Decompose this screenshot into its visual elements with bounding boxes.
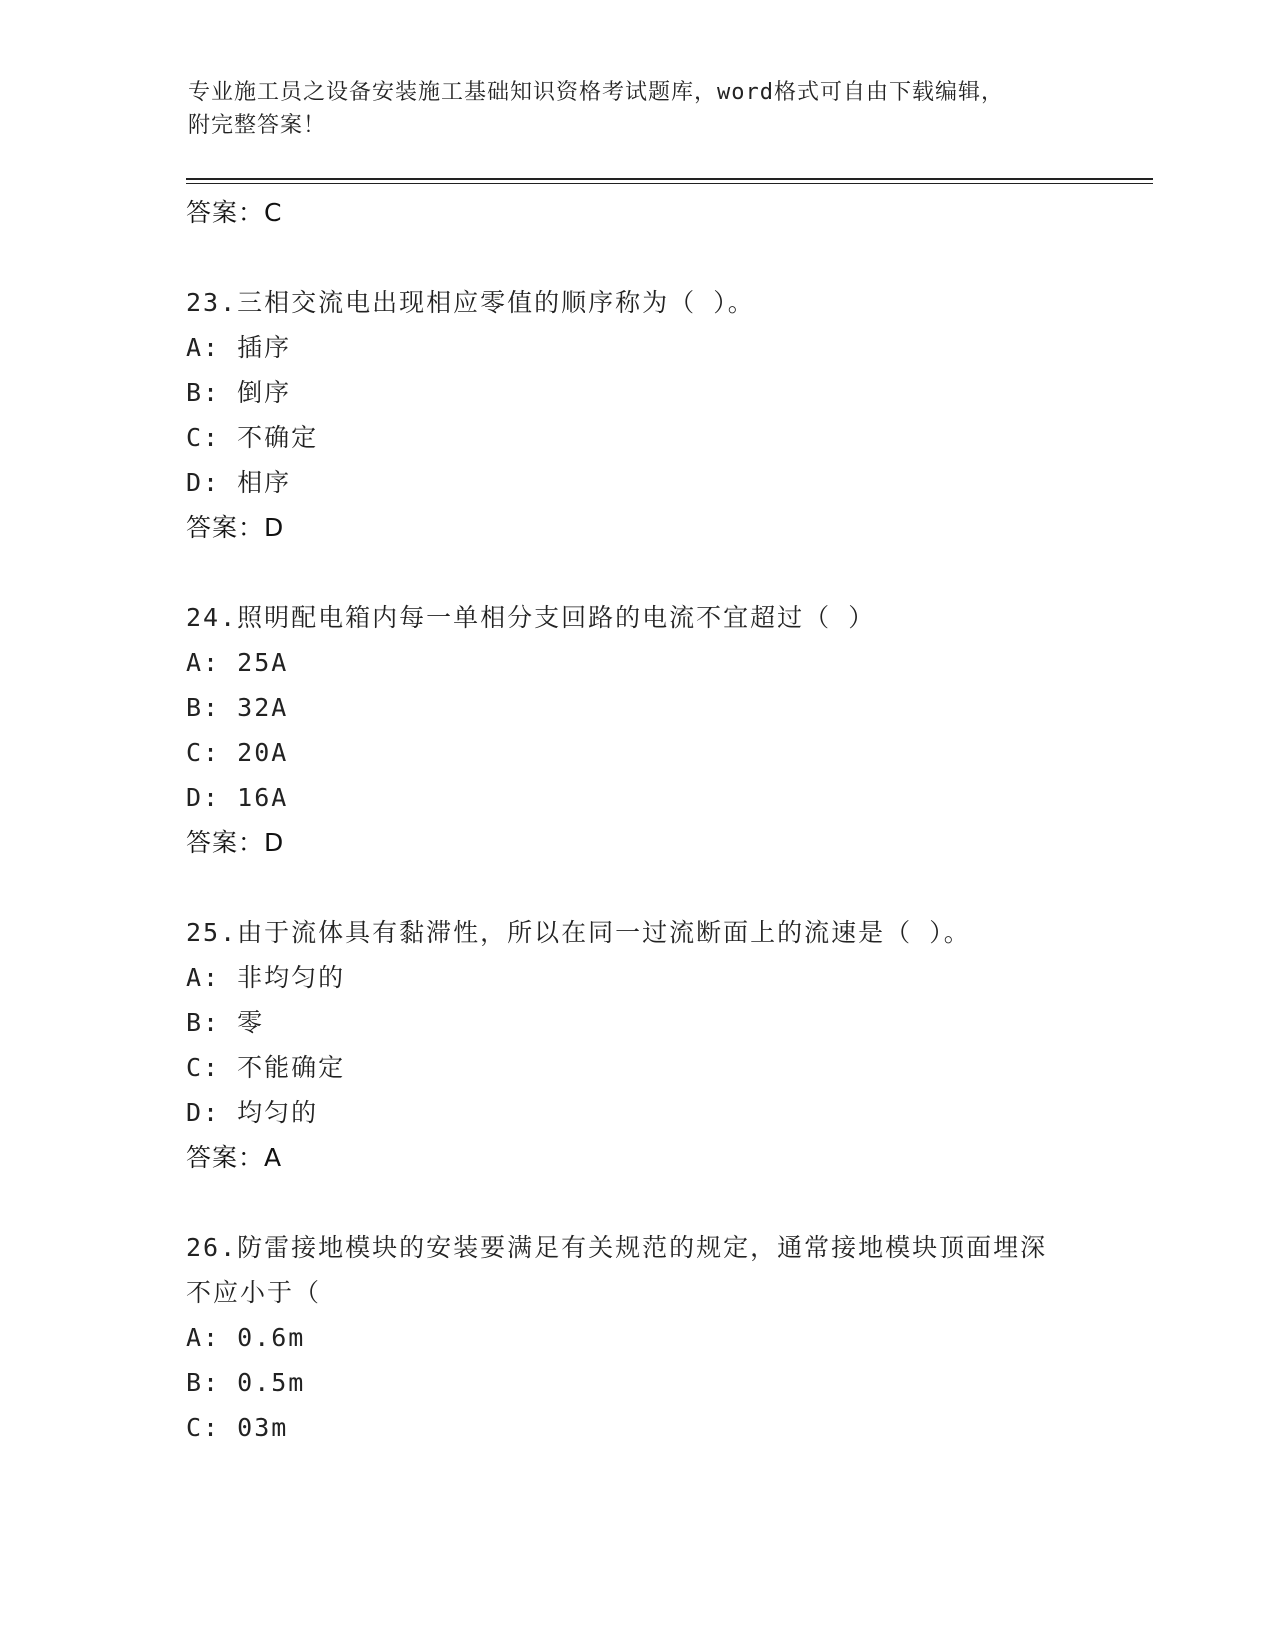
- option-a: A: 非均匀的: [186, 963, 346, 992]
- answer-label: 答案：D: [186, 513, 285, 542]
- question-block: [186, 280, 1146, 551]
- option-a: A: 插序: [186, 333, 292, 362]
- question-text: 25.由于流体具有黏滞性，所以在同一过流断面上的流速是（ ）。: [186, 918, 971, 947]
- answer-label: 答案：D: [186, 828, 285, 857]
- question-block: [186, 910, 1146, 1181]
- question-text: 26.防雷接地模块的安装要满足有关规范的规定，通常接地模块顶面埋深不应小于（: [186, 1233, 1048, 1307]
- option-d: D: 均匀的: [186, 1098, 319, 1127]
- option-c: C: 不确定: [186, 423, 319, 452]
- option-a: A: 25A: [186, 648, 289, 677]
- option-c: C: 20A: [186, 738, 289, 767]
- option-d: D: 16A: [186, 783, 289, 812]
- header-title-line1: 专业施工员之设备安装施工基础知识资格考试题库，word格式可自由下载编辑，: [188, 80, 1004, 105]
- header-divider-thick: [186, 178, 1153, 180]
- option-c: C: 不能确定: [186, 1053, 346, 1082]
- option-d: D: 相序: [186, 468, 292, 497]
- header-title-line2: 附完整答案！: [188, 113, 327, 138]
- answer-label: 答案：C: [186, 198, 283, 227]
- question-list: [186, 190, 1146, 1450]
- document-header: [188, 76, 1088, 142]
- question-block: [186, 595, 1146, 866]
- option-a: A: 0.6m: [186, 1323, 306, 1352]
- header-divider-thin: [186, 183, 1153, 184]
- question-text: 24.照明配电箱内每一单相分支回路的电流不宜超过（ ）: [186, 603, 876, 632]
- option-c: C: 03m: [186, 1413, 289, 1442]
- question-block: [186, 1225, 1146, 1450]
- answer-label: 答案：A: [186, 1143, 283, 1172]
- option-b: B: 0.5m: [186, 1368, 306, 1397]
- option-b: B: 零: [186, 1008, 265, 1037]
- option-b: B: 倒序: [186, 378, 292, 407]
- option-b: B: 32A: [186, 693, 289, 722]
- question-text: 23.三相交流电出现相应零值的顺序称为（ ）。: [186, 288, 755, 317]
